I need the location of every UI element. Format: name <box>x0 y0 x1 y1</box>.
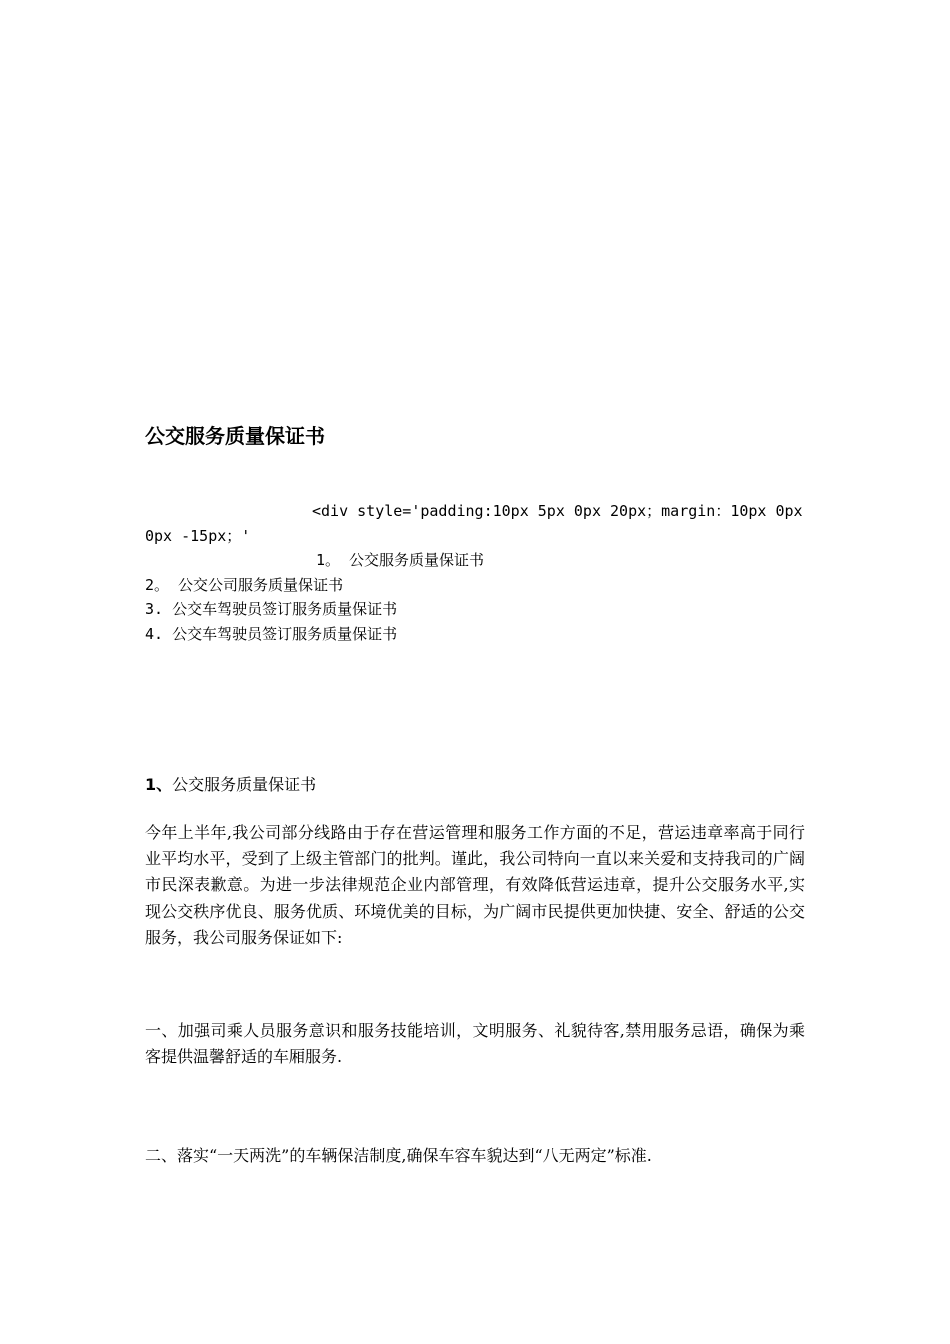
document-title: 公交服务质量保证书 <box>145 424 325 448</box>
section-1-title: 公交服务质量保证书 <box>172 775 317 794</box>
toc-item-4: 4. 公交车驾驶员签订服务质量保证书 <box>145 624 398 643</box>
toc-item-3: 3. 公交车驾驶员签订服务质量保证书 <box>145 600 398 618</box>
toc-item-2: 2。 公交公司服务质量保证书 <box>145 575 344 594</box>
table-of-contents <box>145 548 484 646</box>
code-snippet-line-1: <div style='padding:10px 5px 0px 20px；margin：10px 0px <box>312 502 803 520</box>
section-1-heading <box>145 771 316 799</box>
commitment-item-2: 二、落实“一天两洗”的车辆保洁制度,确保车容车貌达到“八无两定”标准. <box>145 1146 652 1165</box>
code-snippet-line-2: 0px -15px；' <box>145 527 251 545</box>
commitment-item-1: 一、加强司乘人员服务意识和服务技能培训，文明服务、礼貌待客,禁用服务忌语，确保为乘客提供温馨舒适的车厢服务. <box>145 1021 805 1067</box>
intro-paragraph: 今年上半年,我公司部分线路由于存在营运管理和服务工作方面的不足，营运违章率高于同行业平均水平，受到了上级主管部门的批判。谨此，我公司特向一直以来关爱和支持我司的广阔市民深表歉意。为进一步法律规范企业内部管理，有效降低营运违章，提升公交服务水平,实现公交秩序优良、服务优质、环境优美的目标，为广阔市民提供更加快捷、安全、舒适的公交服务，我公司服务保证如下: <box>145 823 805 947</box>
section-1-number: 1、 <box>145 775 173 794</box>
toc-item-1: 1。 公交服务质量保证书 <box>316 551 485 569</box>
